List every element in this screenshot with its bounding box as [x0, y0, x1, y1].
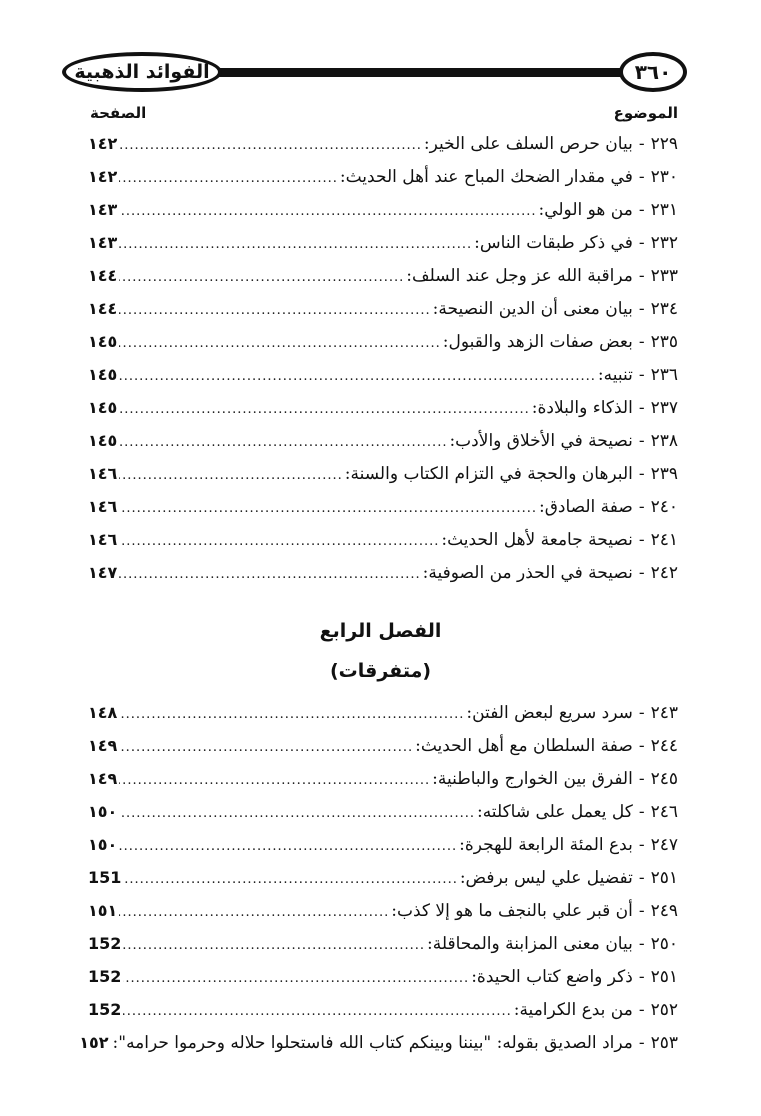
dot-leader	[119, 303, 430, 318]
entry-text: صفة السلطان مع أهل الحديث:	[415, 736, 633, 756]
entry-text: بعض صفات الزهد والقبول:	[442, 332, 633, 352]
entry-number: ٢٤٤	[650, 736, 678, 756]
entry-dash: -	[638, 868, 645, 888]
entry-page: ١٤٧	[88, 563, 118, 582]
entry-dash: -	[638, 934, 645, 954]
entry-dash: -	[638, 901, 645, 921]
entry-page: ١٤٦	[88, 530, 118, 549]
entry-number: ٢٥١	[650, 868, 678, 888]
entry-text: نصيحة في الحذر من الصوفية:	[422, 563, 633, 583]
entry-dash: -	[638, 431, 645, 451]
entry-text: بدع المئة الرابعة للهجرة:	[459, 835, 633, 855]
toc-list-part1	[88, 134, 678, 596]
entry-number: ٢٣٩	[650, 464, 678, 484]
entry-text: في مقدار الضحك المباح عند أهل الحديث:	[339, 167, 633, 187]
entry-text: كل يعمل على شاكلته:	[476, 802, 633, 822]
toc-entry	[88, 901, 678, 934]
toc-entry	[88, 530, 678, 563]
entry-number: ٢٤٠	[650, 497, 678, 517]
entry-dash: -	[638, 464, 645, 484]
entry-number: ٢٣٧	[650, 398, 678, 418]
entry-text: الذكاء والبلادة:	[531, 398, 633, 418]
entry-text: مراقبة الله عز وجل عند السلف:	[406, 266, 633, 286]
dot-leader	[119, 740, 413, 755]
entry-page: ١٥١	[88, 901, 118, 920]
dot-leader	[119, 468, 343, 483]
entry-page: ١٤٤	[88, 266, 118, 285]
entry-text: أن قبر علي بالنجف ما هو إلا كذب:	[391, 901, 633, 921]
toc-entry	[88, 736, 678, 769]
entry-page: ١٤٦	[88, 497, 118, 516]
entry-text: سرد سريع لبعض الفتن:	[466, 703, 633, 723]
entry-dash: -	[638, 497, 645, 517]
entry-page: 152	[88, 1000, 122, 1019]
entry-dash: -	[638, 736, 645, 756]
toc-entry	[88, 332, 678, 365]
entry-text: البرهان والحجة في التزام الكتاب والسنة:	[344, 464, 633, 484]
entry-number: ٢٣٦	[650, 365, 678, 385]
entry-page: ١٥٢	[79, 1033, 109, 1052]
entry-page: ١٤٦	[88, 464, 118, 483]
entry-dash: -	[638, 398, 645, 418]
entry-page: ١٤٩	[88, 769, 118, 788]
toc-entry	[88, 167, 678, 200]
entry-text: بيان معنى المزابنة والمحاقلة:	[427, 934, 633, 954]
dot-leader	[119, 402, 529, 417]
dot-leader	[119, 534, 439, 549]
entry-number: ٢٤٢	[650, 563, 678, 583]
entry-page: ١٥٠	[88, 835, 118, 854]
entry-dash: -	[638, 802, 645, 822]
dot-leader	[119, 138, 422, 153]
dot-leader	[119, 270, 404, 285]
entry-dash: -	[638, 703, 645, 723]
entry-dash: -	[638, 200, 645, 220]
entry-number: ٢٣٠	[650, 167, 678, 187]
entry-number: ٢٣٥	[650, 332, 678, 352]
toc-entry	[88, 868, 678, 901]
entry-number: ٢٤٥	[650, 769, 678, 789]
entry-dash: -	[638, 167, 645, 187]
entry-dash: -	[638, 233, 645, 253]
toc-entry	[88, 200, 678, 233]
dot-leader	[119, 567, 420, 582]
entry-page: ١٥٠	[88, 802, 118, 821]
entry-number: ٢٣٨	[650, 431, 678, 451]
entry-number: ٢٤٦	[650, 802, 678, 822]
dot-leader	[123, 872, 457, 887]
toc-entry	[88, 299, 678, 332]
entry-text: من هو الولي:	[538, 200, 633, 220]
dot-leader	[119, 435, 447, 450]
toc-entry	[79, 1033, 678, 1066]
dot-leader	[119, 237, 472, 252]
entry-dash: -	[638, 967, 645, 987]
entry-page: ١٤٤	[88, 299, 118, 318]
entry-page: ١٤٢	[88, 167, 118, 186]
entry-number: ٢٥٠	[650, 934, 678, 954]
entry-dash: -	[638, 299, 645, 319]
entry-number: ٢٥٢	[650, 1000, 678, 1020]
entry-dash: -	[638, 266, 645, 286]
entry-dash: -	[638, 1000, 645, 1020]
entry-dash: -	[638, 530, 645, 550]
dot-leader	[119, 204, 536, 219]
column-header-page: الصفحة	[90, 104, 147, 122]
entry-number: ٢٣٣	[650, 266, 678, 286]
entry-number: ٢٣٤	[650, 299, 678, 319]
entry-dash: -	[638, 835, 645, 855]
entry-dash: -	[638, 332, 645, 352]
entry-page: ١٤٥	[88, 431, 118, 450]
dot-leader	[123, 971, 469, 986]
entry-page: ١٤٥	[88, 398, 118, 417]
toc-entry	[88, 233, 678, 266]
entry-number: ٢٤٣	[650, 703, 678, 723]
toc-entry	[88, 464, 678, 497]
dot-leader	[119, 806, 475, 821]
entry-text: تفضيل علي ليس برفض:	[459, 868, 633, 888]
toc-entry	[88, 703, 678, 736]
section-subtitle: (متفرقات)	[329, 660, 432, 682]
entry-text: ذكر واضع كتاب الحيدة:	[471, 967, 633, 987]
entry-text: نصيحة جامعة لأهل الحديث:	[441, 530, 633, 550]
entry-number: ٢٤٩	[650, 901, 678, 921]
toc-entry	[88, 497, 678, 530]
entry-dash: -	[638, 563, 645, 583]
toc-entry	[88, 934, 678, 967]
entry-text: مراد الصديق بقوله: "بيننا وبينكم كتاب الله فاستحلوا حلاله وحرموا حرامه":	[112, 1033, 633, 1053]
entry-page: 151	[88, 868, 122, 887]
entry-text: نصيحة في الأخلاق والأدب:	[449, 431, 633, 451]
entry-page: 152	[88, 967, 122, 986]
toc-list-part2	[79, 703, 678, 1066]
entry-number: ٢٥١	[650, 967, 678, 987]
header-rule	[212, 68, 627, 77]
entry-text: بيان حرص السلف على الخير:	[423, 134, 633, 154]
toc-entry	[88, 769, 678, 802]
toc-entry	[88, 431, 678, 464]
dot-leader	[119, 171, 338, 186]
dot-leader	[119, 336, 440, 351]
dot-leader	[119, 839, 457, 854]
dot-leader	[119, 501, 537, 516]
entry-number: ٢٤٧	[650, 835, 678, 855]
entry-page: ١٤٩	[88, 736, 118, 755]
entry-dash: -	[638, 1033, 645, 1053]
toc-entry	[88, 134, 678, 167]
entry-number: ٢٢٩	[650, 134, 678, 154]
dot-leader	[123, 938, 425, 953]
entry-page: ١٤٥	[88, 332, 118, 351]
page-header	[62, 48, 687, 98]
entry-text: من بدع الكرامية:	[513, 1000, 633, 1020]
dot-leader	[119, 773, 430, 788]
section-title: الفصل الرابع	[319, 620, 442, 642]
entry-number: ٢٣١	[650, 200, 678, 220]
toc-entry	[88, 266, 678, 299]
column-header-topic: الموضوع	[613, 104, 678, 122]
entry-page: ١٤٥	[88, 365, 118, 384]
dot-leader	[119, 905, 389, 920]
entry-page: ١٤٣	[88, 200, 118, 219]
entry-page: 152	[88, 934, 122, 953]
entry-page: ١٤٨	[88, 703, 118, 722]
entry-number: ٢٣٢	[650, 233, 678, 253]
entry-text: الفرق بين الخوارج والباطنية:	[432, 769, 633, 789]
entry-text: صفة الصادق:	[538, 497, 633, 517]
toc-entry	[88, 835, 678, 868]
entry-dash: -	[638, 769, 645, 789]
entry-page: ١٤٣	[88, 233, 118, 252]
entry-number: ٢٥٣	[650, 1033, 678, 1053]
entry-text: بيان معنى أن الدين النصيحة:	[432, 299, 633, 319]
toc-entry	[88, 967, 678, 1000]
toc-entry	[88, 1000, 678, 1033]
entry-page: ١٤٢	[88, 134, 118, 153]
page-number: ٣٦٠	[619, 52, 687, 92]
toc-entry	[88, 802, 678, 835]
entry-dash: -	[638, 134, 645, 154]
toc-entry	[88, 365, 678, 398]
dot-leader	[123, 1004, 511, 1019]
dot-leader	[119, 707, 464, 722]
entry-text: تنبيه:	[597, 365, 633, 385]
entry-text: في ذكر طبقات الناس:	[474, 233, 633, 253]
entry-number: ٢٤١	[650, 530, 678, 550]
toc-entry	[88, 398, 678, 431]
toc-entry	[88, 563, 678, 596]
book-title: الفوائد الذهبية	[62, 52, 222, 92]
dot-leader	[119, 369, 596, 384]
entry-dash: -	[638, 365, 645, 385]
